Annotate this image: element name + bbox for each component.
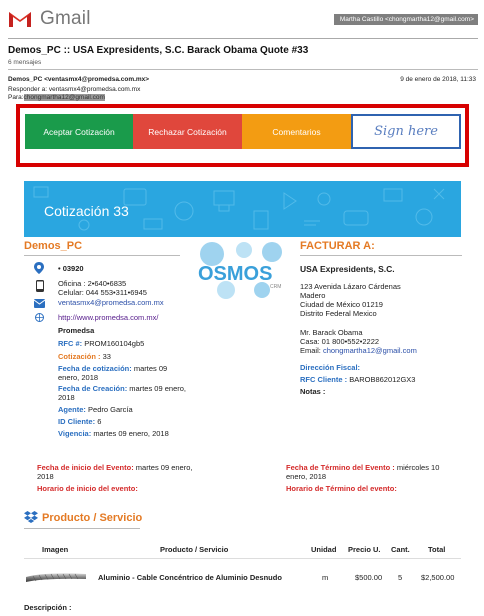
product-name: Aluminio - Cable Concéntrico de Aluminio Desnudo (98, 573, 282, 582)
seller-phones (58, 279, 147, 297)
sender: Demos_PC <ventasmx4@promedsa.com.mx> (8, 76, 150, 83)
dropbox-icon (24, 510, 38, 524)
gmail-wordmark: Gmail (40, 8, 91, 29)
header-divider (8, 38, 478, 39)
event-end-time: Horario de Término del evento: (286, 484, 397, 493)
client-id: ID Cliente: 6 (58, 417, 102, 426)
osmos-logo (192, 240, 294, 302)
gmail-logo[interactable] (8, 8, 91, 30)
quote-title: Cotización 33 (44, 203, 129, 219)
seller-company: Promedsa (58, 326, 95, 335)
event-start-time: Horario de inicio del evento: (37, 484, 138, 493)
event-end-date: Fecha de Término del Evento : miércoles 10 enero, 2018 (286, 463, 440, 481)
product-qty: 5 (398, 573, 403, 582)
email-subject: Demos_PC :: USA Expresidents, S.C. Barack Obama Quote #33 (8, 45, 309, 56)
logo-text: OSMOS (198, 263, 273, 285)
col-header-image: Imagen (42, 545, 69, 554)
reject-quote-button[interactable]: Rechazar Cotización (133, 114, 242, 149)
logo-sub: CRM (270, 284, 282, 290)
seller-address: • 03920 (58, 264, 84, 273)
message-count: 6 mensajes (8, 59, 42, 66)
message-date: 9 de enero de 2018, 11:33 (400, 76, 476, 83)
seller-email-link[interactable]: ventasmx4@promedsa.com.mx (58, 298, 164, 307)
billing-address: 123 Avenida Lázaro Cárdenas Madero Ciudad de México 01219 Distrito Federal Mexico (300, 282, 401, 318)
products-title: Producto / Servicio (42, 512, 143, 524)
mobile-phone-icon (36, 280, 44, 292)
billing-underline (300, 255, 462, 256)
envelope-icon (34, 299, 45, 308)
comments-button[interactable]: Comentarios (242, 114, 351, 149)
col-header-total: Total (428, 545, 446, 554)
recipient: Para:chongmartha12@gmail.com (8, 94, 105, 101)
accept-quote-button[interactable]: Aceptar Cotización (25, 114, 133, 149)
event-start-date: Fecha de inicio del Evento: martes 09 enero, 2018 (37, 463, 193, 481)
office-phone: Oficina : 2•640•6835 (58, 279, 127, 288)
billing-notes: Notas : (300, 387, 326, 396)
products-underline (24, 528, 140, 529)
product-unit: m (322, 573, 329, 582)
reply-to: Responder a: ventasmx4@promedsa.com.mx (8, 86, 141, 93)
seller-name: Demos_PC (24, 240, 83, 252)
product-price: $500.00 (355, 573, 383, 582)
quote-number: Cotización : 33 (58, 352, 111, 361)
billing-title: FACTURAR A: (300, 240, 375, 252)
billing-client-name: USA Expresidents, S.C. (300, 264, 395, 274)
globe-icon (35, 313, 44, 322)
recipient-address: chongmartha12@gmail.com (23, 94, 105, 101)
account-label[interactable]: Martha Castillo <chongmartha12@gmail.com> (334, 14, 478, 25)
description-label: Descripción : (24, 603, 72, 612)
fiscal-address: Dirección Fiscal: (300, 363, 361, 372)
creation-date: Fecha de Creación: martes 09 enero, 2018 (58, 384, 186, 402)
subject-divider (8, 69, 478, 70)
billing-email-link[interactable]: chongmartha12@gmail.com (322, 346, 417, 355)
seller-rfc: RFC #: PROM160104gb5 (58, 339, 145, 348)
gmail-envelope-icon (8, 10, 32, 28)
client-rfc: RFC Cliente : BAROB862012GX3 (300, 375, 416, 384)
seller-website-link[interactable]: http://www.promedsa.com.mx/ (58, 313, 159, 322)
validity: Vigencia: martes 09 enero, 2018 (58, 429, 169, 438)
location-pin-icon (34, 262, 44, 274)
sign-here-button[interactable]: Sign here (351, 114, 461, 149)
col-header-qty: Cant. (391, 545, 410, 554)
agent: Agente: Pedro García (58, 405, 133, 414)
mobile-phone: Celular: 044 553•311•6945 (58, 288, 147, 297)
quote-date: Fecha de cotización: martes 09 enero, 2018 (58, 364, 168, 382)
cable-product-image (25, 569, 87, 583)
seller-underline (24, 255, 180, 256)
product-total: $2,500.00 (421, 573, 455, 582)
table-header-divider (24, 558, 461, 559)
billing-contact: Mr. Barack Obama Casa: 01 800•552•2222 Email: chongmartha12@gmail.com (300, 328, 417, 355)
col-header-unit: Unidad (311, 545, 337, 554)
col-header-product: Producto / Servicio (160, 545, 229, 554)
col-header-price: Precio U. (348, 545, 381, 554)
